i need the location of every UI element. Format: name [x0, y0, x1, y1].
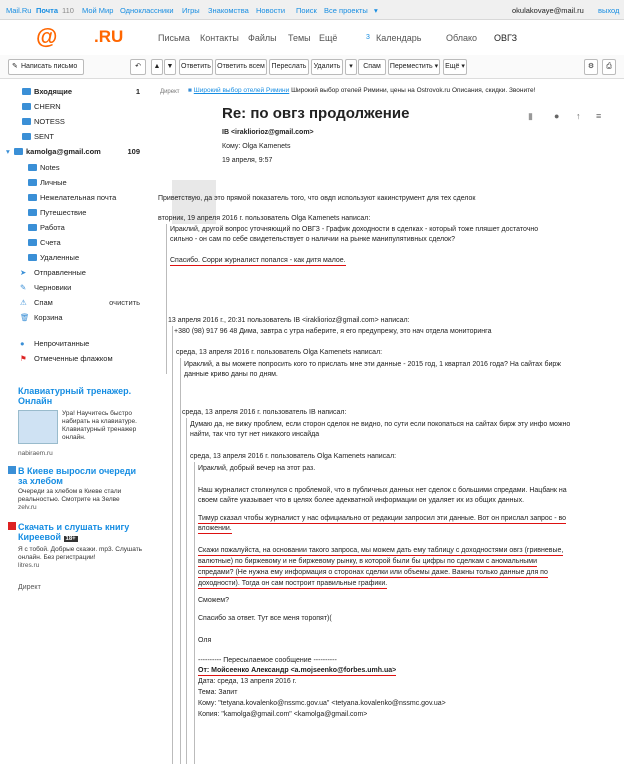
top-link-mail[interactable]: Почта: [36, 6, 58, 15]
folder-icon: [28, 194, 37, 201]
top-link-news[interactable]: Новости: [256, 6, 286, 15]
hotel-icon: ■: [188, 87, 192, 94]
forward-cc[interactable]: Копия: "kamolga@gmail.com" <kamolga@gmail.com>: [198, 711, 368, 718]
ad-icon: [8, 522, 16, 530]
message-sender[interactable]: IB <irakliorioz@gmail.com>: [222, 129, 314, 136]
forward-separator: ---------- Пересылаемое сообщение ----------: [198, 657, 337, 664]
chevron-down-icon: ▾: [349, 63, 353, 70]
top-link-games[interactable]: Игры: [182, 6, 200, 15]
ad-keyboard[interactable]: [18, 386, 146, 457]
folder-sent-caps[interactable]: [0, 131, 150, 143]
folder-work[interactable]: [0, 222, 150, 234]
spam-icon: ⚠: [20, 298, 27, 307]
folder-count: 1: [135, 87, 140, 96]
body-line: данные криво даны по дням.: [184, 371, 278, 378]
arrow-up-icon: ▲: [153, 63, 161, 70]
folder-icon: [28, 254, 37, 261]
body-line: Ираклий, другой вопрос уточняющий по ОВГЗ - График доходности в сделках - который тоже пляшет достаточно: [170, 226, 539, 233]
filter-unread[interactable]: [0, 338, 150, 350]
mail-count: 110: [62, 6, 74, 15]
settings-button[interactable]: [584, 59, 598, 75]
signature: Оля: [198, 637, 212, 644]
dot-icon: ●: [20, 339, 25, 348]
send-icon: ➤: [20, 268, 27, 277]
body-line-underlined: валютные) по биржевому и не биржевому рынку, в которой были бы цифры по сделкам с аномальными: [198, 558, 538, 565]
body-line: +380 (98) 917 96 48 Дима, завтра с утра наберите, я его предупрежу, это нач отдела мониторинга: [174, 328, 492, 335]
spam-label: Спам: [363, 63, 381, 70]
adline[interactable]: [188, 86, 535, 95]
menu-icon[interactable]: ≡: [596, 111, 602, 121]
folder-icon: [22, 103, 31, 110]
ad-text: Я с тобой. Добрые сказки. mp3. Слушать онлайн. Без регистрации!: [18, 546, 143, 561]
move-button[interactable]: Переместить ▾: [388, 59, 440, 75]
body-line: Ираклий, добрый вечер на этот раз.: [198, 465, 316, 472]
nav-files[interactable]: Файлы: [248, 33, 277, 43]
next-button[interactable]: [164, 59, 176, 75]
quote-header-text: 13 апреля 2016 г., 20:31 пользователь IB <irakliorioz@gmail.com> написал:: [168, 317, 410, 324]
forward-subject: Тема: Запит: [198, 689, 238, 696]
folder-label: Отправленные: [34, 268, 86, 277]
inbox-icon: [22, 88, 31, 95]
nav-ovgz[interactable]: ОВГЗ: [494, 33, 518, 43]
nav-themes[interactable]: Темы: [288, 33, 311, 43]
header: [0, 20, 624, 54]
folder-label: Личные: [40, 178, 67, 187]
ad-title-text: Скачать и слушать книгу Киреевой: [18, 522, 130, 542]
folder-bills[interactable]: [0, 237, 150, 249]
nav-calendar[interactable]: Календарь: [376, 33, 422, 43]
message-view: [158, 80, 624, 764]
ad-book[interactable]: [8, 522, 148, 570]
forward-date: Дата: среда, 13 апреля 2016 г.: [198, 678, 297, 685]
folder-label: Счета: [40, 238, 61, 247]
body-line-underlined: доходности). Тогда он сам построит правильные графики.: [198, 580, 388, 587]
flag-icon: ⚑: [20, 354, 27, 363]
move-label: Переместить: [389, 63, 433, 70]
folder-icon: [28, 164, 37, 171]
nav-contacts[interactable]: Контакты: [200, 33, 239, 43]
reply-all-button[interactable]: Ответить всем: [215, 59, 267, 75]
compose-label: Написать письмо: [21, 63, 78, 70]
body-line: Сможем?: [198, 597, 229, 604]
body-line: своем сайте указывает что в целях более адекватной информации он удаляет их из общих данных.: [198, 497, 525, 504]
message-date: 19 апреля, 9:57: [222, 157, 273, 164]
filter-flagged[interactable]: [0, 353, 150, 365]
folder-icon: [22, 118, 31, 125]
folder-label: Нежелательная почта: [40, 193, 117, 202]
bookmark-icon[interactable]: ▮: [528, 111, 533, 121]
toolbar: [0, 55, 624, 79]
body-line: Наш журналист столкнулся с проблемой, что в публичных данных нет сделок с большими спредами. Нацбанк на: [198, 487, 567, 494]
folder-trash[interactable]: [0, 312, 150, 324]
body-line: Спасибо за ответ. Тут все меня торопят)(: [198, 615, 332, 622]
folder-sent[interactable]: [0, 267, 150, 279]
folder-label: Удаленные: [40, 253, 80, 262]
folder-label: Корзина: [34, 313, 63, 322]
folder-label: Спам: [34, 298, 53, 307]
forward-to[interactable]: Кому: "tetyana.kovalenko@nssmc.gov.ua" <tetyana.kovalenko@nssmc.gov.ua>: [198, 700, 446, 707]
body-line-underlined: Скажи пожалуйста, на основании такого запроса, мы можем дать ему таблицу с доходностями овгз (гривневые,: [198, 547, 564, 554]
folder-label: Путешествие: [40, 208, 87, 217]
folder-junk[interactable]: [0, 192, 150, 204]
folder-label: CHERN: [34, 102, 61, 111]
body-line: сильно - он сам по себе свидетельствует о наличии на рынке манипулятивных сделок?: [170, 236, 455, 243]
folder-label: Черновики: [34, 283, 72, 292]
ad-title[interactable]: Клавиатурный тренажер. Онлайн: [18, 386, 132, 406]
print-button[interactable]: [602, 59, 616, 75]
adline-link[interactable]: Широкий выбор отелей Римини: [193, 87, 290, 94]
body-line: Ираклий, а вы можете попросить кого то прислать мне эти данные - 2015 год, 1 квартал 2016 года? На сайтах бирж: [184, 361, 561, 368]
body-line-underlined: вложении.: [198, 525, 232, 532]
folder-inbox[interactable]: [0, 86, 150, 98]
folder-label: Входящие: [34, 87, 73, 96]
keyboard-image-icon: [18, 410, 58, 444]
folder-deleted[interactable]: [0, 252, 150, 264]
quote-header: вторник, 19 апреля 2016 г. пользователь Olga Kamenets написал:: [158, 215, 371, 222]
ad-bread[interactable]: [8, 466, 146, 512]
age-badge: 18+: [65, 536, 76, 542]
folder-travel[interactable]: [0, 207, 150, 219]
top-bar: [0, 0, 624, 20]
delete-button[interactable]: Удалить: [311, 59, 343, 75]
quote-header: среда, 13 апреля 2016 г. пользователь Olga Kamenets написал:: [190, 453, 397, 460]
quote-bar: [194, 462, 195, 764]
quote-header: среда, 13 апреля 2016 г. пользователь IB написал:: [182, 409, 347, 416]
ad-domain: litres.ru: [18, 562, 40, 569]
folder-icon: [22, 133, 31, 140]
folder-icon: [28, 224, 37, 231]
forward-button[interactable]: Переслать: [269, 59, 309, 75]
folder-label: Notes: [40, 163, 60, 172]
nav-cloud[interactable]: Облако: [446, 33, 478, 43]
folder-icon: [28, 179, 37, 186]
message-recipient[interactable]: Кому: Olga Kamenets: [222, 143, 291, 150]
reply-button[interactable]: Ответить: [179, 59, 213, 75]
body-line: найти, так что тут нет никакого инсайда: [190, 431, 320, 438]
body-line: Приветствую, да это прямой показатель того, что овдп используют какинструмент для тех сделок: [158, 195, 476, 202]
folder-personal[interactable]: [0, 177, 150, 189]
prev-button[interactable]: [151, 59, 163, 75]
quote-header: среда, 13 апреля 2016 г. пользователь Olga Kamenets написал:: [176, 349, 383, 356]
folder-icon: [14, 148, 23, 155]
up-icon[interactable]: ↑: [576, 111, 581, 121]
gear-icon: ⚙: [587, 63, 595, 70]
top-link-search[interactable]: Поиск: [296, 6, 317, 15]
dot-icon[interactable]: ●: [554, 111, 560, 121]
message-subject: Re: по овгз продолжение: [222, 105, 410, 122]
forward-from[interactable]: От: Мойсеенко Александр <a.mojseenko@forbes.umh.ua>: [198, 667, 397, 674]
logout-link[interactable]: выход: [598, 6, 620, 15]
nav-letters[interactable]: Письма: [158, 33, 190, 43]
folder-spam[interactable]: [0, 297, 150, 309]
folder-kamolga[interactable]: [0, 146, 150, 158]
top-link-mymir[interactable]: Мой Мир: [82, 6, 114, 15]
top-link-projects[interactable]: Все проекты: [324, 6, 368, 15]
chevron-down-icon: ▾: [6, 147, 10, 156]
body-line-underlined: Тимур сказал чтобы журналист у нас официально от редакции запросил эти данные. Вот он прислал запрос - во: [198, 515, 567, 522]
nav-more[interactable]: Ещё: [319, 33, 338, 43]
folder-label: NOTESS: [34, 117, 65, 126]
top-link-ok[interactable]: Одноклассники: [120, 6, 174, 15]
folder-label: kamolga@gmail.com: [26, 147, 101, 156]
folder-notes[interactable]: [0, 162, 150, 174]
quote-bar: [186, 418, 187, 764]
ad-icon: [8, 466, 16, 474]
undo-icon: ↶: [135, 63, 141, 70]
print-icon: ⎙: [606, 63, 612, 70]
top-link-mailru[interactable]: Mail.Ru: [6, 6, 32, 15]
more-label: Ещё: [445, 63, 460, 70]
folder-icon: [28, 209, 37, 216]
spam-button-visible[interactable]: [358, 59, 386, 75]
folder-drafts[interactable]: [0, 282, 150, 294]
pencil-icon: ✎: [12, 63, 18, 70]
adline-label: Директ: [160, 89, 180, 95]
folder-label: SENT: [34, 132, 55, 141]
folder-label: Работа: [40, 223, 65, 232]
quote-bar: [166, 224, 167, 374]
arrow-down-icon: ▼: [166, 63, 174, 70]
undo-button[interactable]: [130, 59, 146, 75]
more-button[interactable]: Ещё ▾: [443, 59, 467, 75]
folder-count: 109: [127, 147, 140, 156]
adline-text: Широкий выбор отелей Римини, цены на Ostrovok.ru Описания, скидки. Звоните!: [291, 87, 536, 94]
sidebar: [0, 80, 150, 764]
ad-text: Ура! Научитесь быстро набирать на клавиатуре. Клавиатурный тренажер онлайн.: [62, 410, 137, 441]
draft-icon: ✎: [20, 283, 27, 292]
trash-icon: 🗑: [20, 313, 30, 322]
quote-bar: [172, 326, 173, 764]
at-logo-icon[interactable]: @: [36, 24, 58, 49]
folder-chern[interactable]: [0, 101, 150, 113]
compose-button[interactable]: [8, 59, 84, 75]
calendar-badge: 3: [366, 34, 370, 41]
filter-label: Непрочитанные: [34, 339, 90, 348]
logo-text: .RU: [94, 27, 124, 46]
folder-icon: [28, 239, 37, 246]
body-line-underlined: спредами? (Не нужна ему информация о сторонах сделки или объемы даже. Важны только данные для по: [198, 569, 548, 576]
top-link-dating[interactable]: Знакомства: [208, 6, 249, 15]
ad-title[interactable]: [8, 522, 148, 544]
chevron-down-icon: ▾: [374, 6, 378, 15]
delete-dropdown[interactable]: [345, 59, 357, 75]
filter-label: Отмеченные флажком: [34, 354, 113, 363]
folder-notess[interactable]: [0, 116, 150, 128]
ad-domain: nabiraem.ru: [18, 450, 53, 457]
clear-spam-link[interactable]: очистить: [109, 298, 140, 307]
body-line-underlined: Спасибо. Сорри журналист попался - как дитя малое.: [170, 257, 346, 264]
ads-direct-label: Директ: [18, 584, 41, 591]
quote-bar: [180, 358, 181, 764]
ad-text: Очереди за хлебом в Киеве стали реальностью. Смотрите на Зелве: [18, 488, 122, 503]
ad-domain: zelv.ru: [18, 504, 37, 511]
ad-title[interactable]: В Киеве выросли очереди за хлебом: [18, 466, 137, 486]
quote-header: [168, 316, 410, 325]
body-line: Думаю да, не вижу проблем, если сторон сделок не видно, по сути если покопаться на сайтах бирж эту инфо можно: [190, 421, 571, 428]
user-email[interactable]: okulakovaye@mail.ru: [512, 6, 584, 15]
